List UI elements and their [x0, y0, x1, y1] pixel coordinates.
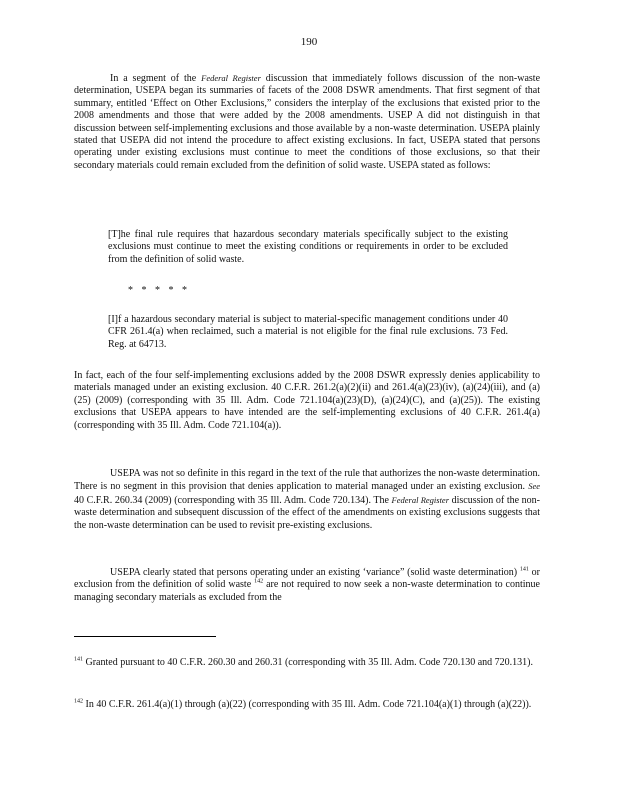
text: In a segment of the [110, 73, 202, 84]
italic-federal-register: Federal Register [391, 494, 450, 505]
footnote-mark: 141 [74, 656, 83, 663]
paragraph-1 [74, 72, 540, 172]
footnote-141 [74, 657, 540, 670]
footnote-text: In 40 C.F.R. 261.4(a)(1) through (a)(22) (corresponding with 35 Ill. Adm. Code 721.104(a)(1) through (a)(22)). [83, 699, 532, 710]
footnote-142 [74, 699, 540, 712]
text: are not required to now seek a non-waste determination to continue managing secondary materials as excluded from the [74, 579, 540, 603]
block-quote-2: [I]f a hazardous secondary material is subject to material-specific management conditions under 40 CFR 261.4(a) when reclaimed, such a material is not eligible for the final rule exclusions. 73 Fed. Reg. at 64713. [108, 314, 508, 350]
text: discussion that immediately follows discussion of the non-waste determination, USEPA began its summaries of facets of the 2008 DSWR amendments. That first segment of that summary, entitled ‘Effect on Other Exclusions,” considers the interplay of the exclusions that existed prior to the 2008 amendments and those that were added by the 2008 amendments. USEP A did not distinguish in that discussion between self-implementing exclusions and those available by a non-waste determination. USEPA plainly stated that USEPA did not intend the procedure to affect existing exclusions. In fact, USEPA stated that persons operating under existing exclusions must continue to meet the conditions of those exclusions, so that their secondary materials could remain excluded from the definition of solid waste. USEPA stated as follows: [74, 73, 541, 171]
paragraph-3 [74, 468, 540, 532]
text: In fact, each of the four self-implementing exclusions added by the 2008 DSWR expressly denies applicability to materials managed under an existing exclusion. 40 C.F.R. 261.2(a)(2)(ii) and 261.4(a)(23)(iv), (a)(24)(iii), and (a)(25) (2009) (corresponding with 35 Ill. Adm. Code 721.104(a)(23)(D), (a)(24)(C), and (a)(25)). The existing exclusions that USEPA appears to have intended are the self-implementing exclusions of 40 C.F.R. 261.4(a) (corresponding with 35 Ill. Adm. Code 721.104(a)). [74, 370, 540, 431]
block-quote-1: [T]he final rule requires that hazardous secondary materials specifically subject to the existing exclusions must continue to meet the existing conditions or requirements in order to be excluded from the definition of solid waste. [108, 229, 508, 265]
italic-see: See [528, 481, 540, 492]
text: USEPA was not so definite in this regard in the text of the rule that authorizes the non-waste determination. There is no segment in this provision that denies application to material managed under an existing exclusion. [74, 468, 540, 493]
paragraph-4 [74, 567, 540, 604]
footnote-ref-141[interactable]: 141 [519, 566, 529, 573]
text: discussion of the non-waste determination and subsequent discussion of the effect of the amendments on existing exclusions suggests that the non-waste determination can be used to revisit pre-existing exclusions. [74, 494, 541, 531]
ellipsis-stars: * * * * * [128, 285, 190, 296]
text: 40 C.F.R. 260.34 (2009) (corresponding with 35 Ill. Adm. Code 720.134). The [74, 494, 392, 506]
footnote-separator [74, 636, 216, 637]
footnote-text: Granted pursuant to 40 C.F.R. 260.30 and 260.31 (corresponding with 35 Ill. Adm. Code 720.130 and 720.131). [83, 657, 533, 668]
italic-federal-register: Federal Register [201, 73, 261, 83]
footnote-mark: 142 [74, 698, 83, 705]
text: USEPA clearly stated that persons operating under an existing ‘variance” (solid waste determination) [110, 567, 520, 578]
paragraph-2 [74, 370, 540, 432]
text: or exclusion from the definition of solid waste [74, 567, 540, 591]
footnote-ref-142[interactable]: 142 [254, 579, 264, 586]
page-number: 190 [300, 36, 318, 48]
